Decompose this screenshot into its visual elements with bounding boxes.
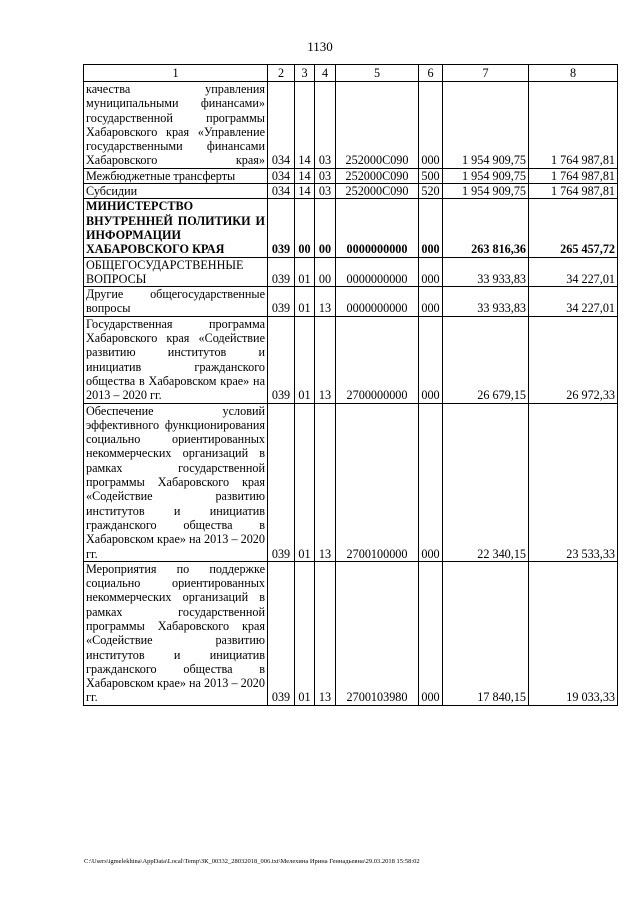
amount-col8: 26 972,33 [529,316,618,403]
amount-col7: 17 840,15 [443,561,529,705]
admin-code: 039 [268,287,295,317]
target-article-code: 0000000000 [336,287,419,317]
target-article-code: 0000000000 [336,257,419,287]
expense-type-code: 500 [419,168,443,183]
row-name: МИНИСТЕРСТВО ВНУТРЕННЕЙ ПОЛИТИКИ И ИНФОРМАЦИИ ХАБАРОВСКОГО КРАЯ [84,199,268,257]
admin-code: 034 [268,184,295,199]
table-header-row [84,65,618,82]
row-name: Субсидии [84,184,268,199]
table-row [84,82,618,169]
page-number: 1130 [307,39,333,54]
amount-col7: 1 954 909,75 [443,82,529,169]
row-name: Межбюджетные трансферты [84,168,268,183]
target-article-code: 252000С090 [336,184,419,199]
row-name: ОБЩЕГОСУДАРСТВЕННЫЕ ВОПРОСЫ [84,257,268,287]
subsection-code: 13 [315,316,336,403]
row-name: Государственная программа Хабаровского края «Содействие развитию институтов и инициатив гражданского общества в Хабаровском крае» на 2013 – 2020 гг. [84,316,268,403]
target-article-code: 0000000000 [336,199,419,257]
admin-code: 039 [268,316,295,403]
amount-col7: 33 933,83 [443,287,529,317]
column-header: 2 [268,65,295,82]
table-row [84,184,618,199]
amount-col8: 34 227,01 [529,287,618,317]
target-article-code: 252000С090 [336,82,419,169]
subsection-code: 00 [315,199,336,257]
admin-code: 034 [268,168,295,183]
section-code: 01 [295,561,315,705]
admin-code: 039 [268,561,295,705]
amount-col7: 1 954 909,75 [443,168,529,183]
admin-code: 039 [268,257,295,287]
admin-code: 039 [268,199,295,257]
subsection-code: 13 [315,561,336,705]
row-name: качества управления муниципальными финансами» государственной программы Хабаровского края «Управление государственными финансами Хабаровского края» [84,82,268,169]
column-header: 5 [336,65,419,82]
subsection-code: 03 [315,168,336,183]
target-article-code: 2700103980 [336,561,419,705]
expense-type-code: 000 [419,199,443,257]
column-header: 3 [295,65,315,82]
subsection-code: 03 [315,82,336,169]
amount-col8: 1 764 987,81 [529,184,618,199]
column-header: 7 [443,65,529,82]
expense-type-code: 520 [419,184,443,199]
row-name: Другие общегосударственные вопросы [84,287,268,317]
amount-col8: 1 764 987,81 [529,82,618,169]
section-code: 14 [295,82,315,169]
row-name: Обеспечение условий эффективного функционирования социально ориентированных некоммерческих организаций в рамках государственной программы Хабаровского края «Содействие развитию институтов и инициатив гражданского общества в Хабаровском крае» на 2013 – 2020 гг. [84,403,268,561]
subsection-code: 13 [315,403,336,561]
admin-code: 039 [268,403,295,561]
column-header: 4 [315,65,336,82]
section-code: 01 [295,403,315,561]
amount-col7: 1 954 909,75 [443,184,529,199]
amount-col7: 33 933,83 [443,257,529,287]
admin-code: 034 [268,82,295,169]
target-article-code: 252000С090 [336,168,419,183]
amount-col7: 22 340,15 [443,403,529,561]
section-code: 14 [295,168,315,183]
column-header: 8 [529,65,618,82]
amount-col8: 19 033,33 [529,561,618,705]
table-row [84,168,618,183]
subsection-code: 00 [315,257,336,287]
table-row [84,316,618,403]
expense-type-code: 000 [419,561,443,705]
section-code: 14 [295,184,315,199]
budget-table [83,64,618,706]
expense-type-code: 000 [419,403,443,561]
subsection-code: 03 [315,184,336,199]
expense-type-code: 000 [419,82,443,169]
table-row [84,561,618,705]
section-code: 01 [295,316,315,403]
amount-col8: 23 533,33 [529,403,618,561]
amount-col8: 1 764 987,81 [529,168,618,183]
target-article-code: 2700100000 [336,403,419,561]
column-header: 1 [84,65,268,82]
table-row [84,403,618,561]
section-code: 01 [295,287,315,317]
amount-col8: 34 227,01 [529,257,618,287]
amount-col7: 26 679,15 [443,316,529,403]
row-name: Мероприятия по поддержке социально ориентированных некоммерческих организаций в рамках государственной программы Хабаровского края «Содействие развитию институтов и инициатив гражданского общества в Хабаровском крае» на 2013 – 2020 гг. [84,561,268,705]
amount-col7: 263 816,36 [443,199,529,257]
file-path-footer: C:\Users\igmelekhina\AppData\Local\Temp\ЗК_00332_28032018_006.txt\Мелехина Ирина Геннадьевна\29.03.2018 15:58:02 [84,858,420,865]
table-row [84,257,618,287]
amount-col8: 265 457,72 [529,199,618,257]
expense-type-code: 000 [419,287,443,317]
section-code: 00 [295,199,315,257]
table-row [84,199,618,257]
column-header: 6 [419,65,443,82]
expense-type-code: 000 [419,257,443,287]
target-article-code: 2700000000 [336,316,419,403]
section-code: 01 [295,257,315,287]
subsection-code: 13 [315,287,336,317]
table-row [84,287,618,317]
expense-type-code: 000 [419,316,443,403]
